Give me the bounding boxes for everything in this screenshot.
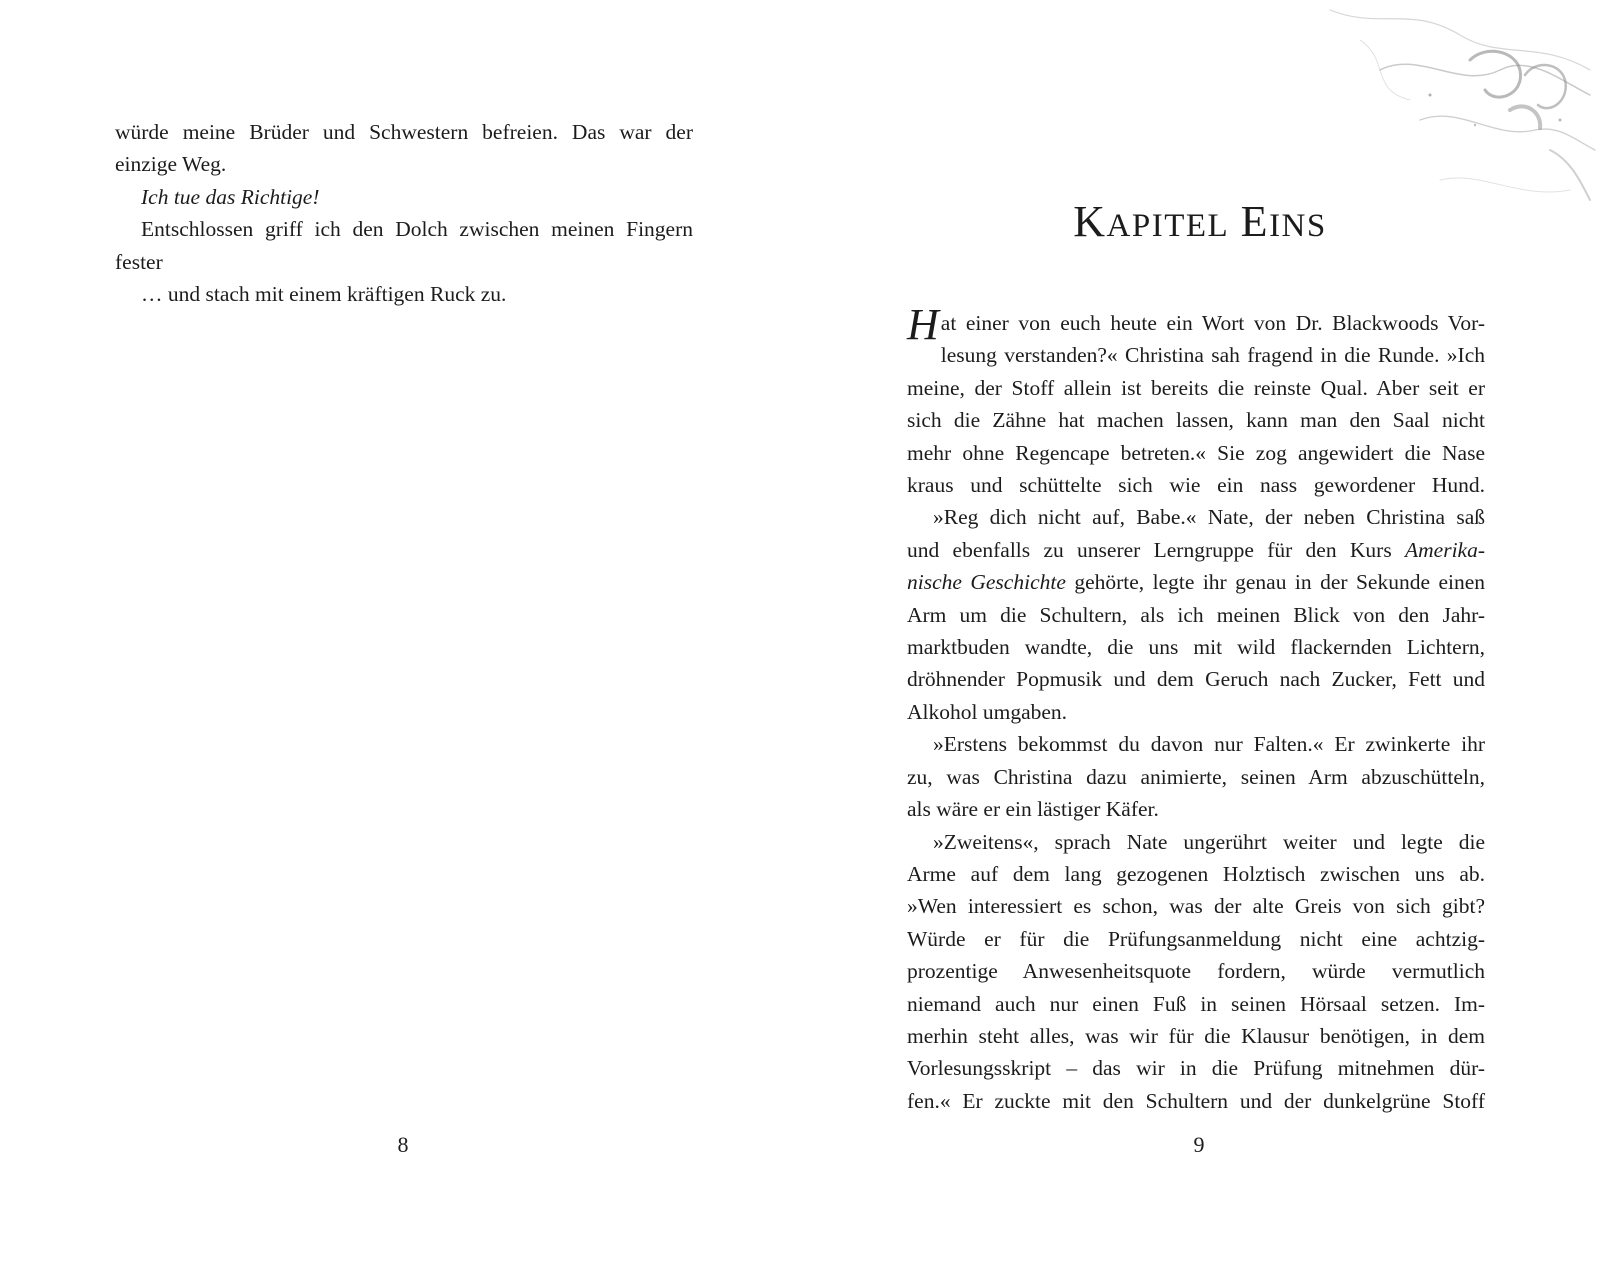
text-line: »Wen interessiert es schon, was der alte Greis von sich gibt? xyxy=(907,894,1485,919)
title-letter: E xyxy=(1240,197,1270,246)
text-line xyxy=(907,566,1485,598)
right-page xyxy=(800,0,1600,1274)
text-line: Vorlesungsskript – das wir in die Prüfung mitnehmen dür- xyxy=(907,1056,1485,1081)
text-line: würde meine Brüder und Schwestern befreien. Das war der xyxy=(115,120,693,144)
italic-thought xyxy=(115,181,693,213)
text-line: … und stach mit einem kräftigen Ruck zu. xyxy=(141,282,507,307)
text-line: »Zweitens«, sprach Nate ungerührt weiter und legte die xyxy=(933,829,1485,854)
text-line: at einer von euch heute ein Wort von Dr. Blackwoods Vor- xyxy=(940,311,1485,335)
left-page-text xyxy=(115,116,693,310)
text-line: Arme auf dem lang gezogenen Holztisch zwischen uns ab. xyxy=(907,861,1485,886)
paragraph-first-line xyxy=(907,300,1485,349)
text-line: marktbuden wandte, die uns mit wild flackernden Lichtern, xyxy=(907,635,1485,660)
text-line: Alkohol umgaben. xyxy=(907,699,1068,724)
title-letter: K xyxy=(1073,197,1107,246)
italic-text: Ich tue das Richtige! xyxy=(141,184,320,209)
text-line: meine, der Stoff allein ist bereits die reinste Qual. Aber seit er xyxy=(907,375,1485,400)
text-line: zu, was Christina dazu animierte, seinen Arm abzuschütteln, xyxy=(907,764,1485,789)
text-segment: gehörte, legte ihr genau in der Sekunde einen xyxy=(1065,570,1485,595)
italic-text: nische Geschichte xyxy=(907,570,1066,595)
text-line: Entschlossen griff ich den Dolch zwischen meinen Fingern xyxy=(141,217,693,242)
text-line: Würde er für die Prüfungsanmeldung nicht eine achtzig- xyxy=(907,926,1485,951)
text-line: niemand auch nur einen Fuß in seinen Hörsaal setzen. Im- xyxy=(907,991,1485,1016)
text-line: lesung verstanden?« Christina sah fragend in die Runde. »Ich xyxy=(940,343,1485,368)
text-line: »Reg dich nicht auf, Babe.« Nate, der neben Christina saß xyxy=(933,505,1485,530)
title-letters: INS xyxy=(1269,208,1327,244)
text-line: kraus und schüttelte sich wie ein nass gewordener Hund. xyxy=(907,473,1485,498)
text-line xyxy=(907,534,1485,566)
text-line: fen.« Er zuckte mit den Schultern und der dunkelgrüne Stoff xyxy=(907,1088,1485,1113)
chapter-title xyxy=(800,196,1600,247)
italic-text: Amerika- xyxy=(1405,537,1485,562)
text-line: merhin steht alles, was wir für die Klausur benötigen, in dem xyxy=(907,1023,1485,1048)
text-segment: und ebenfalls zu unserer Lerngruppe für den Kurs xyxy=(907,537,1405,562)
text-line: fester xyxy=(115,249,163,274)
drop-cap: H xyxy=(907,300,939,349)
text-line: »Erstens bekommst du davon nur Falten.« Er zwinkerte ihr xyxy=(933,732,1485,757)
text-line: Arm um die Schultern, als ich meinen Blick von den Jahr- xyxy=(907,602,1485,627)
text-line: als wäre er ein lästiger Käfer. xyxy=(907,797,1159,822)
title-letters: APITEL xyxy=(1106,208,1230,244)
right-page-text xyxy=(907,300,1485,1117)
page-number: 9 xyxy=(1193,1132,1205,1157)
text-line: mehr ohne Regencape betreten.« Sie zog angewidert die Nase xyxy=(907,440,1485,465)
text-line: dröhnender Popmusik und dem Geruch nach Zucker, Fett und xyxy=(907,667,1485,692)
text-line: prozentige Anwesenheitsquote fordern, würde vermutlich xyxy=(907,959,1485,984)
text-line: sich die Zähne hat machen lassen, kann man den Saal nicht xyxy=(907,408,1485,433)
page-number: 8 xyxy=(397,1132,409,1157)
text-line: einzige Weg. xyxy=(115,152,227,177)
